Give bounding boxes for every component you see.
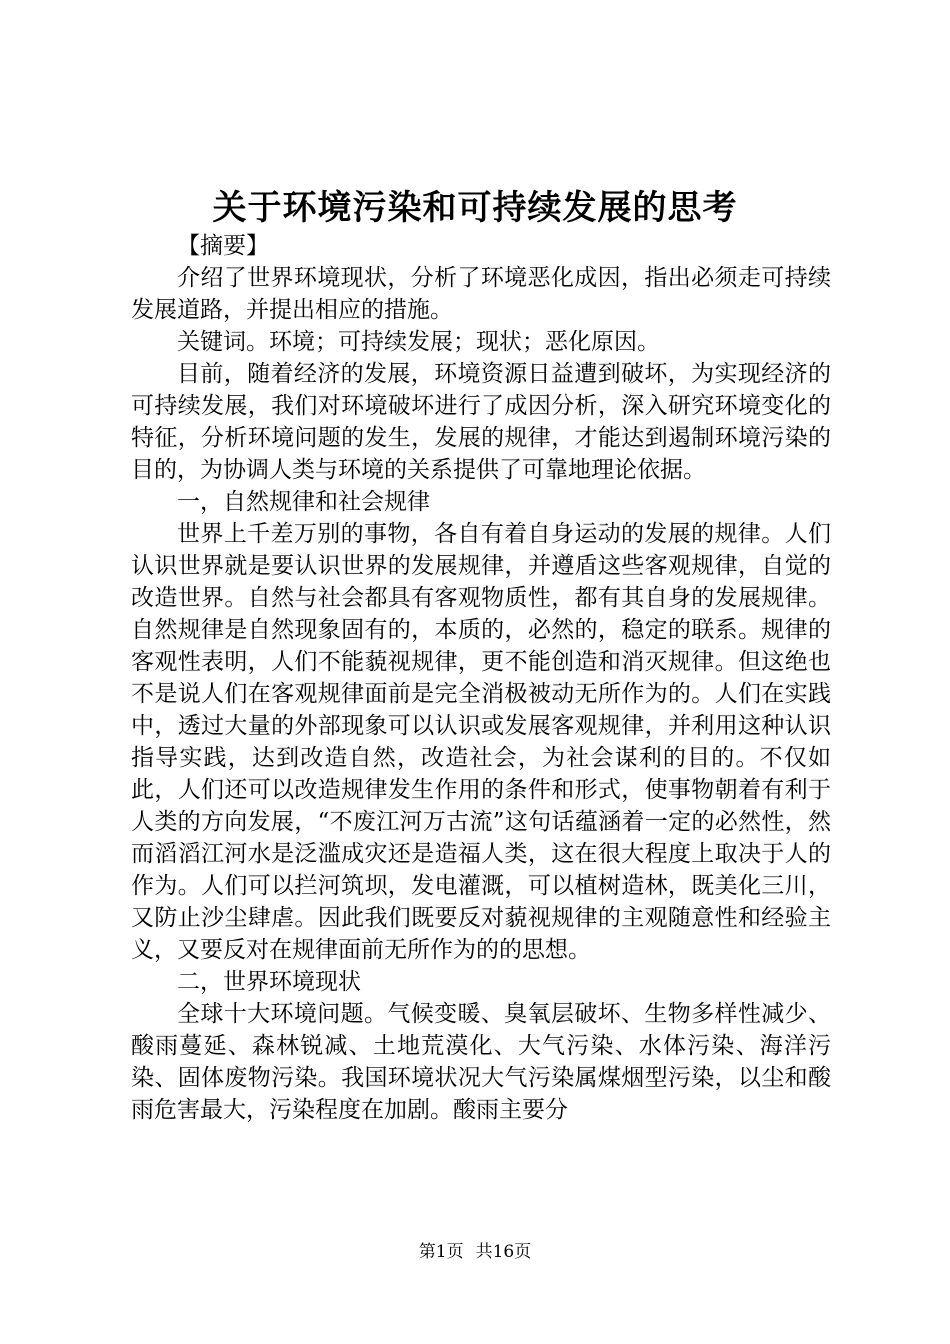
page-footer [0,1241,950,1263]
intro-paragraph: 目前，随着经济的发展，环境资源日益遭到破坏，为实现经济的可持续发展，我们对环境破坏进行了成因分析，深入研究环境变化的特征，分析环境问题的发生，发展的规律，才能达到遏制环境污染的目的，为协调人类与环境的关系提供了可靠地理论依据。 [131,361,831,483]
section-heading-2: 二，世界环境现状 [177,969,361,995]
abstract-paragraph: 介绍了世界环境现状，分析了环境恶化成因，指出必须走可持续发展道路，并提出相应的措施。 [131,265,831,323]
abstract-label: 【摘要】 [177,233,269,259]
page-number: 第1页 [418,1242,464,1262]
section-2-paragraph: 全球十大环境问题。气候变暖、臭氧层破坏、生物多样性减少、酸雨蔓延、森林锐减、土地荒漠化、大气污染、水体污染、海洋污染、固体废物污染。我国环境状况大气污染属煤烟型污染，以尘和酸雨危害最大，污染程度在加剧。酸雨主要分 [131,1001,831,1123]
document-title: 关于环境污染和可持续发展的思考 [212,188,738,228]
document-body [131,230,831,1126]
section-heading-1: 一，自然规律和社会规律 [177,489,430,515]
page-total: 共16页 [475,1242,532,1262]
keywords-paragraph: 关键词。环境；可持续发展；现状；恶化原因。 [177,329,660,355]
section-1-paragraph: 世界上千差万别的事物，各自有着自身运动的发展的规律。人们认识世界就是要认识世界的发展规律，并遵盾这些客观规律，自觉的改造世界。自然与社会都具有客观物质性，都有其自身的发展规律。自然规律是自然现象固有的，本质的，必然的，稳定的联系。规律的客观性表明，人们不能藐视规律，更不能创造和消灭规律。但这绝也不是说人们在客观规律面前是完全消极被动无所作为的。人们在实践中，透过大量的外部现象可以认识或发展客观规律，并利用这种认识指导实践，达到改造自然，改造社会，为社会谋利的目的。不仅如此，人们还可以改造规律发生作用的条件和形式，使事物朝着有利于人类的方向发展，“不废江河万古流”这句话蕴涵着一定的必然性，然而滔滔江河水是泛滥成灾还是造福人类，这在很大程度上取决于人的作为。人们可以拦河筑坝，发电灌溉，可以植树造林，既美化三川，又防止沙尘肆虐。因此我们既要反对藐视规律的主观随意性和经验主义，又要反对在规律面前无所作为的的思想。 [131,521,831,963]
